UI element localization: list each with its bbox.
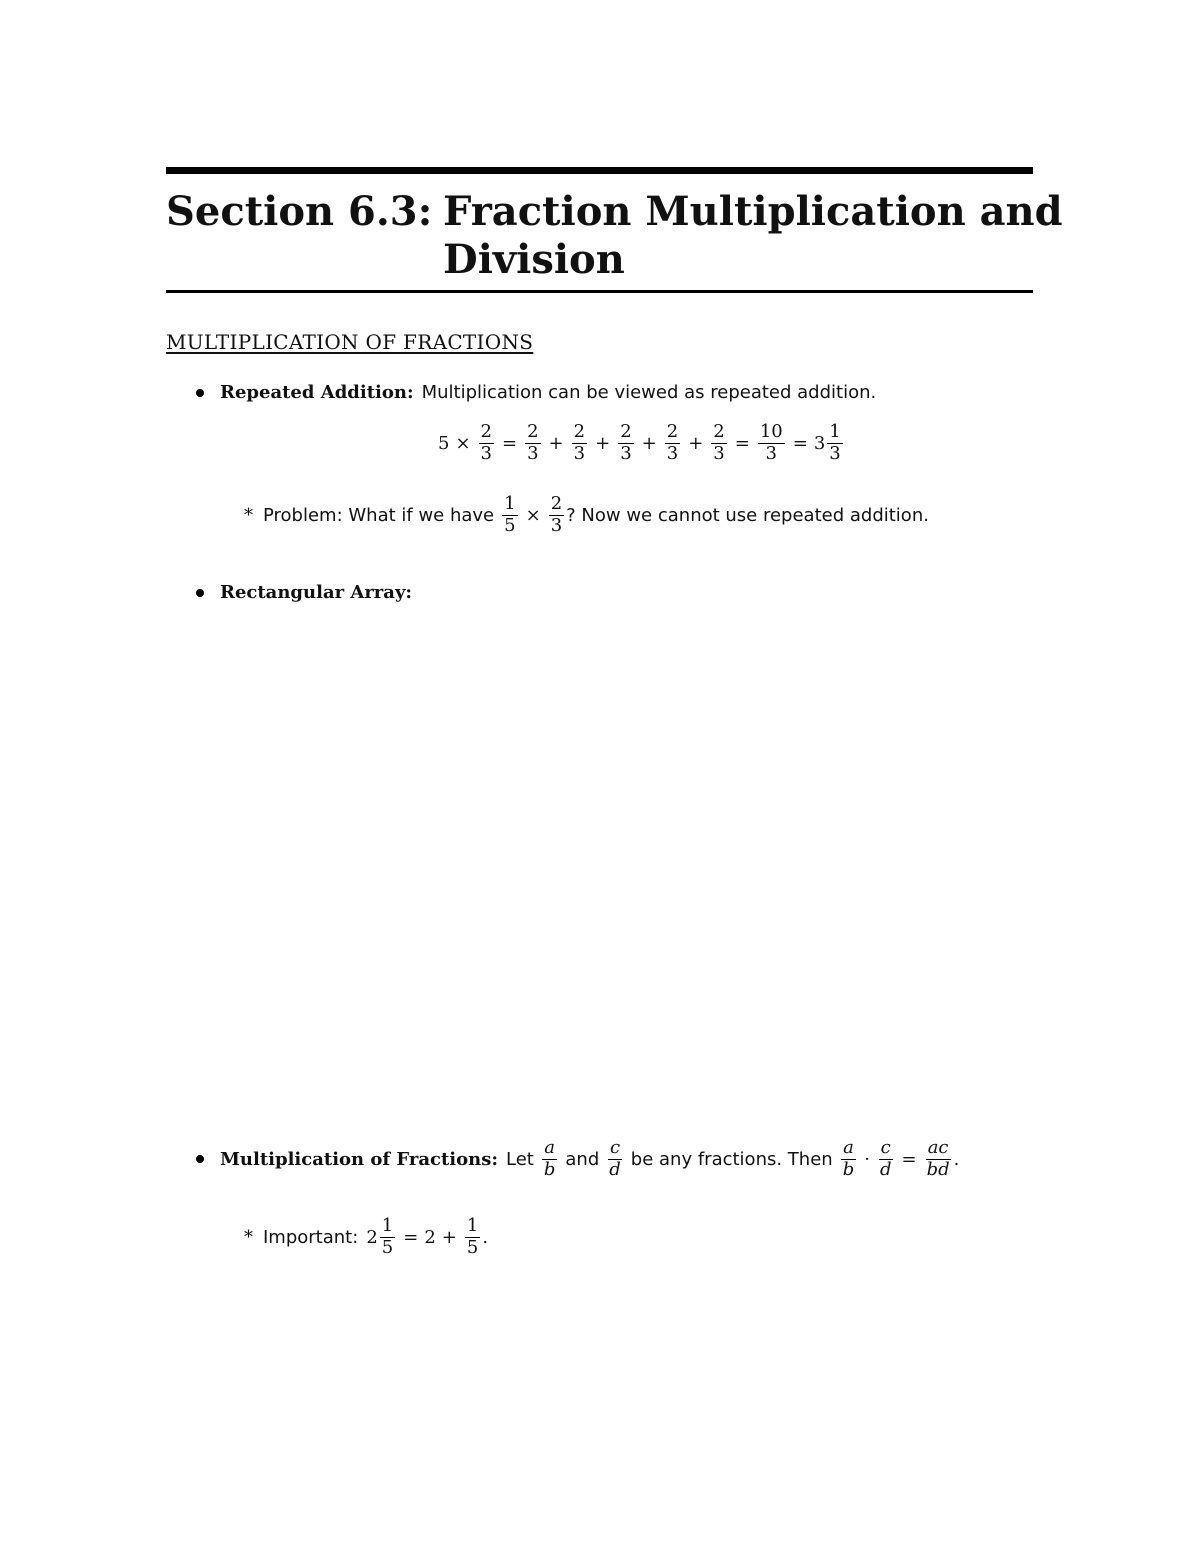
- fraction-a-over-b: $\frac{a}{b}$: [842, 1137, 855, 1180]
- section-number: Section 6.3:: [166, 188, 433, 235]
- problem-fraction-2: $\frac{2}{3}$: [550, 493, 563, 536]
- mult-and: and: [565, 1148, 600, 1170]
- important-fraction: $\frac{1}{5}$: [381, 1215, 394, 1258]
- mult-be-any: be any fractions. Then: [630, 1148, 833, 1170]
- bullet-dot: [196, 389, 204, 397]
- eq-equals: =: [502, 432, 518, 454]
- problem-times: ×: [525, 504, 541, 526]
- page-title: [443, 188, 1063, 284]
- bullet-rectangular-array: [196, 582, 412, 603]
- eq-mixed-fraction: $\frac{1}{3}$: [829, 421, 841, 464]
- rectangular-array-label: Rectangular Array:: [220, 582, 413, 603]
- mult-fractions-label: Multiplication of Fractions:: [220, 1148, 499, 1170]
- bullet-repeated-addition: [196, 382, 876, 403]
- mult-let: Let: [506, 1148, 534, 1170]
- eq-fraction: $\frac{2}{3}$: [666, 421, 679, 464]
- eq-plus: +: [595, 432, 611, 454]
- mult-dot: ·: [864, 1148, 870, 1170]
- bullet-dot: [196, 1155, 204, 1163]
- problem-fraction-1: $\frac{1}{5}$: [504, 493, 516, 536]
- eq-mixed-whole: 3: [813, 432, 826, 454]
- title-top-rule: [166, 167, 1033, 174]
- bullet-multiplication-of-fractions: [196, 1138, 959, 1180]
- mult-period: .: [953, 1148, 960, 1170]
- fraction-c-over-d: $\frac{c}{d}$: [879, 1137, 892, 1180]
- eq-plus: +: [641, 432, 657, 454]
- important-whole: 2: [366, 1226, 378, 1248]
- important-line: [244, 1216, 488, 1258]
- eq-times: ×: [455, 432, 471, 454]
- repeated-addition-text: Multiplication can be viewed as repeated addition.: [421, 382, 877, 403]
- important-star: *: [244, 1226, 253, 1248]
- title-bottom-rule: [166, 290, 1033, 293]
- section-heading: MULTIPLICATION OF FRACTIONS: [166, 330, 534, 354]
- eq-fraction: $\frac{2}{3}$: [480, 421, 492, 464]
- important-equals: =: [403, 1226, 419, 1248]
- important-rhs-fraction: $\frac{1}{5}$: [466, 1215, 479, 1258]
- eq-whole: 5: [438, 432, 450, 454]
- bullet-dot: [196, 589, 204, 597]
- eq-plus: +: [548, 432, 564, 454]
- eq-fraction: $\frac{2}{3}$: [620, 421, 632, 464]
- eq-fraction: $\frac{2}{3}$: [713, 421, 725, 464]
- important-rhs-whole: 2: [424, 1226, 436, 1248]
- mult-equals: =: [901, 1148, 917, 1170]
- problem-text-before: Problem: What if we have: [263, 504, 495, 526]
- problem-star: *: [244, 504, 253, 526]
- fraction-a-over-b: $\frac{a}{b}$: [543, 1137, 556, 1180]
- repeated-addition-label: Repeated Addition:: [220, 382, 414, 403]
- important-plus: +: [441, 1226, 457, 1248]
- important-period: .: [482, 1226, 489, 1248]
- problem-text-after: ? Now we cannot use repeated addition.: [566, 504, 929, 526]
- fraction-ac-over-bd: $\frac{ac}{bd}$: [926, 1137, 950, 1180]
- problem-line: [244, 494, 929, 536]
- important-label: Important:: [263, 1226, 359, 1248]
- eq-equals: =: [734, 432, 750, 454]
- eq-equals: =: [792, 432, 808, 454]
- repeated-addition-equation: [438, 422, 845, 464]
- page-title-line2: Division: [443, 236, 625, 283]
- fraction-c-over-d: $\frac{c}{d}$: [609, 1137, 621, 1180]
- page-title-line1: Fraction Multiplication and: [443, 188, 1063, 235]
- eq-result-fraction: $\frac{10}{3}$: [759, 421, 783, 464]
- eq-fraction: $\frac{2}{3}$: [527, 421, 539, 464]
- eq-plus: +: [688, 432, 704, 454]
- eq-fraction: $\frac{2}{3}$: [573, 421, 586, 464]
